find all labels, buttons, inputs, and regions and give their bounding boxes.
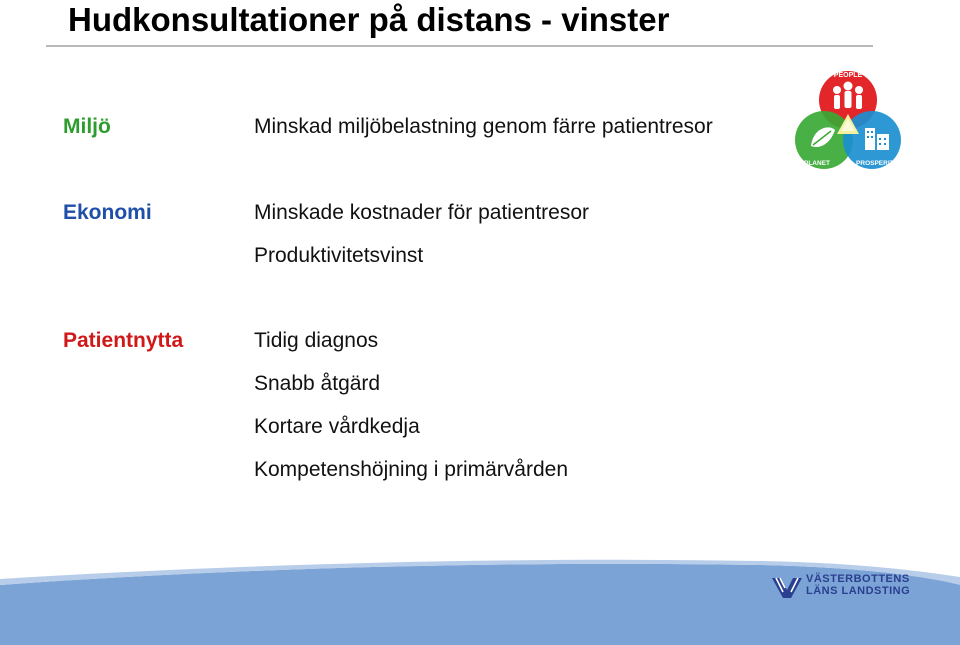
footer-wave	[0, 555, 960, 645]
vll-logo-line2: LÄNS LANDSTING	[806, 585, 911, 597]
logo-label-people: PEOPLE	[833, 72, 863, 79]
title-divider	[46, 45, 873, 47]
category-label-patientnytta: Patientnytta	[63, 329, 184, 352]
vll-logo-text	[806, 573, 910, 597]
category-label-ekonomi: Ekonomi	[63, 201, 152, 224]
benefit-item: Minskade kostnader för patientresor	[254, 201, 590, 224]
vll-logo-line1: VÄSTERBOTTENS	[806, 573, 910, 585]
people-planet-prosperity-logo	[793, 68, 903, 174]
logo-label-planet: PLANET	[804, 160, 830, 167]
logo-label-prosperity: PROSPERITY	[856, 160, 898, 167]
benefit-item: Tidig diagnos	[254, 329, 379, 352]
benefit-item: Kortare vårdkedja	[254, 415, 420, 438]
benefit-item: Kompetenshöjning i primärvården	[254, 458, 569, 481]
vll-mark-icon	[772, 576, 802, 600]
category-label-miljo: Miljö	[63, 115, 111, 138]
benefit-item: Minskad miljöbelastning genom färre patientresor	[254, 115, 713, 138]
slide-title: Hudkonsultationer på distans - vinster	[68, 1, 670, 38]
benefit-item: Produktivitetsvinst	[254, 244, 424, 267]
benefit-item: Snabb åtgärd	[254, 372, 381, 395]
